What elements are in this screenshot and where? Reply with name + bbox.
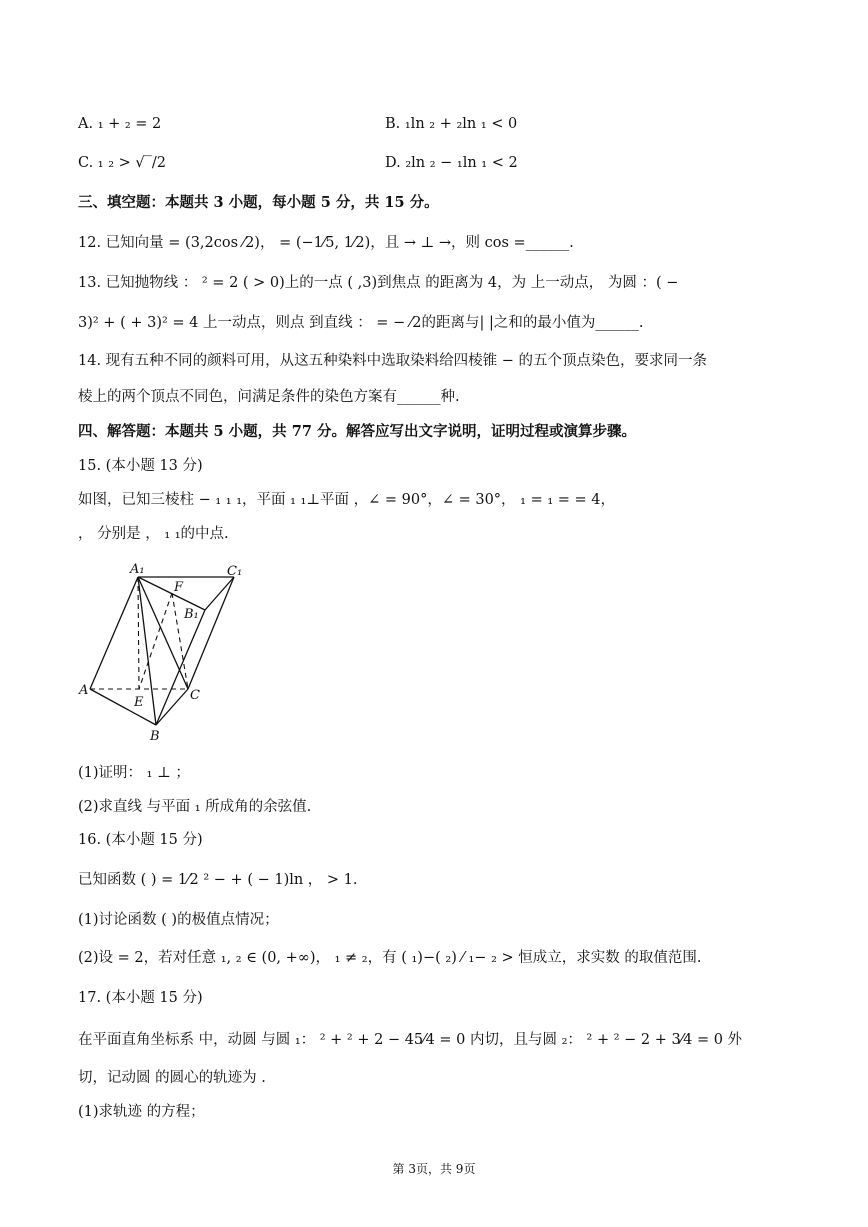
q17-title: 17. (本小题 15 分) (78, 990, 203, 1006)
q15-title: 15. (本小题 13 分) (78, 458, 203, 474)
option-c: C. ₁ ₂ > √‾/2 (78, 155, 166, 171)
label-f: F (174, 580, 184, 595)
label-c: C (190, 688, 200, 703)
q12: 12. 已知向量 = (3,2cos ⁄2)， = (−1⁄5, 1⁄2)，且 → ⊥ →，则 cos =______. (78, 235, 574, 251)
q16-title: 16. (本小题 15 分) (78, 832, 203, 848)
q15-part1: (1)证明： ₁ ⊥ ； (78, 765, 190, 781)
label-e: E (134, 695, 144, 710)
option-a: A. ₁ + ₂ = 2 (78, 116, 162, 132)
page-footer: 第 3页，共 9页 (392, 1162, 476, 1176)
section4-heading: 四、解答题：本题共 5 小题，共 77 分。解答应写出文字说明，证明过程或演算步骤。 (78, 423, 636, 440)
q15-line2: ， 分别是 ， ₁ ₁的中点. (78, 526, 229, 542)
q17-line2: 切，记动圆 的圆心的轨迹为 . (78, 1070, 266, 1086)
q16-line1: 已知函数 ( ) = 1⁄2 ² − + ( − 1)ln ， > 1. (78, 872, 358, 888)
q17-line1: 在平面直角坐标系 中，动圆 与圆 ₁： ² + ² + 2 − 45⁄4 = 0 内切，且与圆 ₂： ² + ² − 2 + 3⁄4 = 0 外 (78, 1032, 743, 1048)
q17-part1: (1)求轨迹 的方程； (78, 1104, 205, 1120)
section3-heading: 三、填空题：本题共 3 小题，每小题 5 分，共 15 分。 (78, 194, 439, 211)
q16-part2: (2)设 = 2，若对任意 ₁, ₂ ∈ (0, +∞)， ₁ ≠ ₂，有 ( ₁)−( ₂) ⁄ ₁− ₂ > 恒成立，求实数 的取值范围. (78, 950, 702, 966)
label-a1: A₁ (130, 562, 145, 577)
label-c1: C₁ (227, 564, 243, 579)
q15-line1: 如图，已知三棱柱 − ₁ ₁ ₁，平面 ₁ ₁⊥平面 ，∠ = 90°，∠ = 30°， ₁ = ₁ = = 4， (78, 492, 616, 508)
option-b: B. ₁ln ₂ + ₂ln ₁ < 0 (385, 116, 518, 132)
q14-line2: 棱上的两个顶点不同色，问满足条件的染色方案有______种. (78, 389, 460, 405)
prism-figure (70, 555, 260, 745)
label-a: A (79, 683, 89, 698)
label-b: B (150, 729, 160, 744)
option-d: D. ₂ln ₂ − ₁ln ₁ < 2 (385, 155, 518, 171)
q13-line1: 13. 已知抛物线 ： ² = 2 ( > 0)上的一点 ( ,3)到焦点 的距离为 4，为 上一动点， 为圆 ：( − (78, 275, 679, 291)
q16-part1: (1)讨论函数 ( )的极值点情况； (78, 912, 279, 928)
q15-part2: (2)求直线 与平面 ₁ 所成角的余弦值. (78, 799, 312, 815)
q14-line1: 14. 现有五种不同的颜料可用，从这五种染料中选取染料给四棱锥 − 的五个顶点染色，要求同一条 (78, 353, 708, 369)
q13-line2: 3)² + ( + 3)² = 4 上一动点，则点 到直线 ： = − ⁄2的距离与| |之和的最小值为______. (78, 315, 644, 331)
label-b1: B₁ (184, 607, 199, 622)
